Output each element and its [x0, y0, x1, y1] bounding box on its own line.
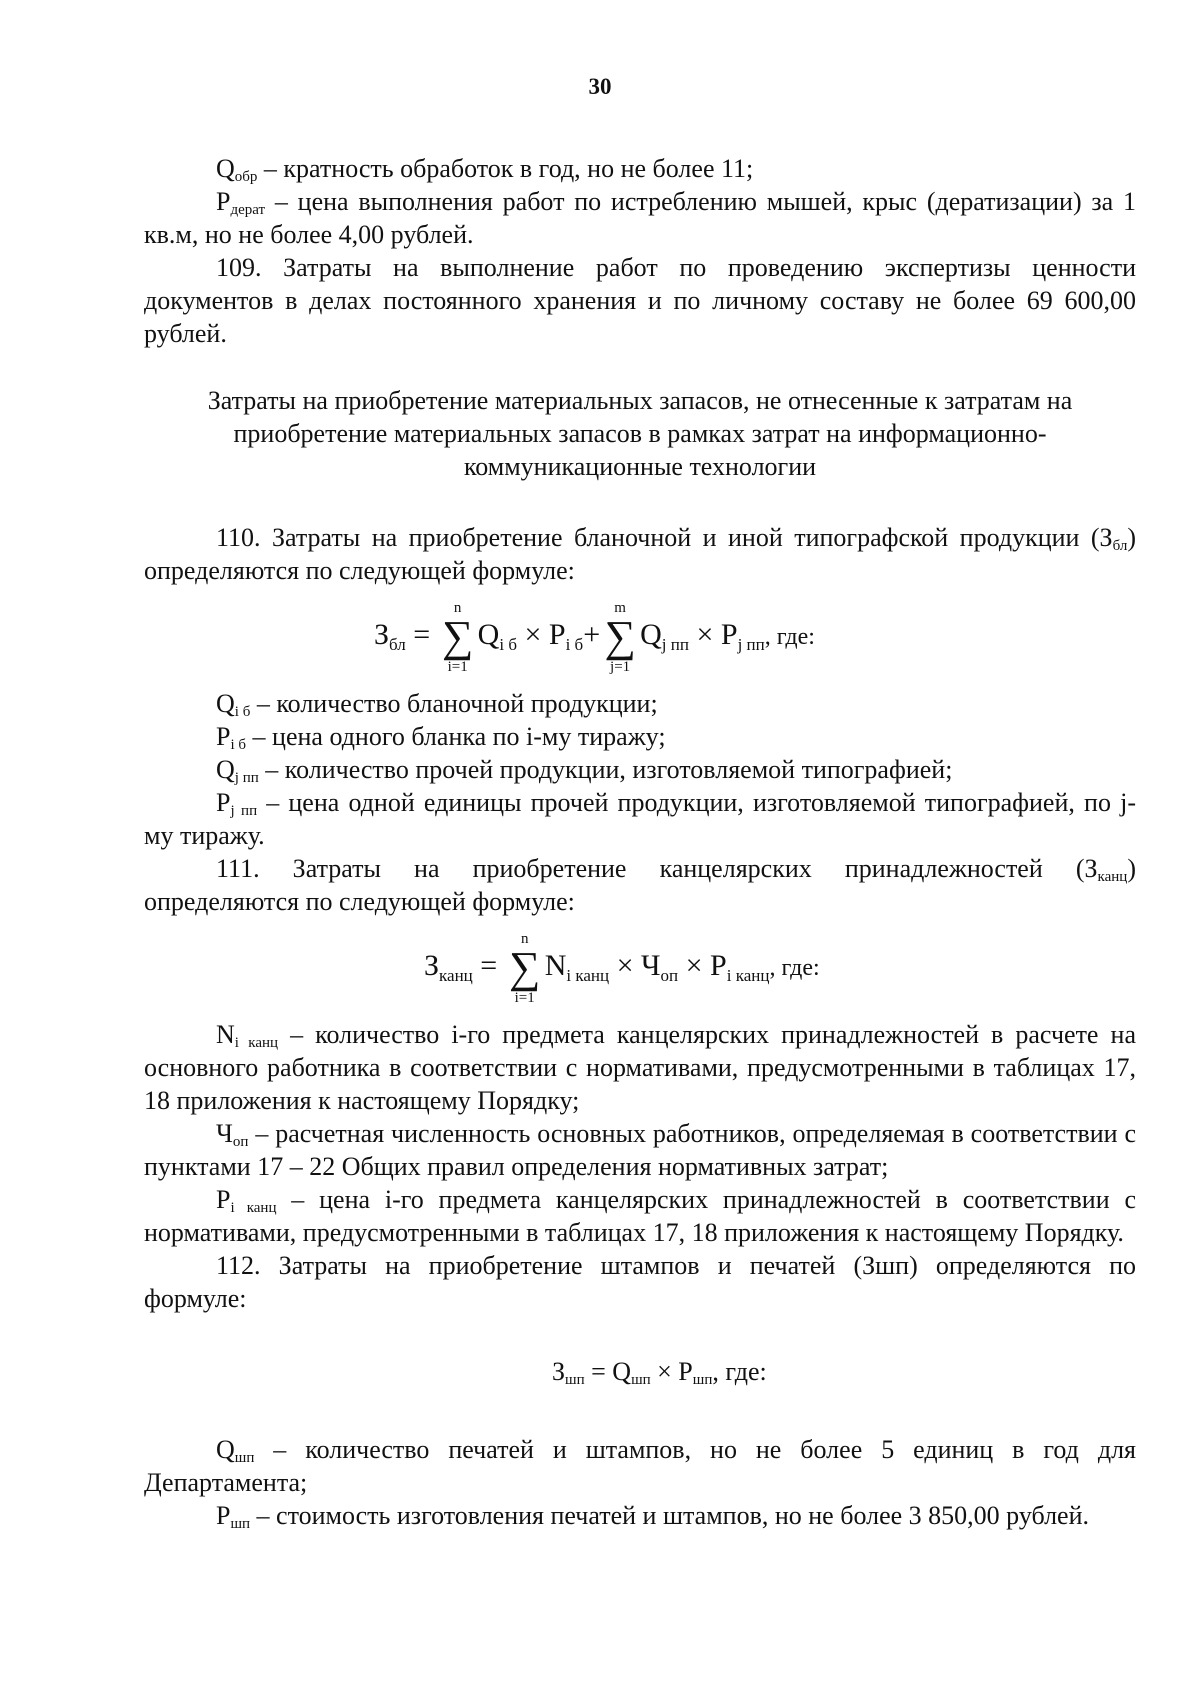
paragraph-text: 111. Затраты на приобретение канцелярских принадлежностей (З	[216, 854, 1098, 883]
definition-p-derat	[144, 185, 1136, 251]
formula-term: × P	[650, 1357, 693, 1386]
formula-subscript: канц	[439, 965, 473, 985]
symbol-subscript: i канц	[234, 1035, 279, 1051]
symbol: P	[216, 788, 231, 817]
paragraph-text: ) определяются по следующей формуле:	[144, 523, 1136, 585]
symbol: P	[216, 1501, 231, 1530]
definition-q-obr	[144, 152, 1136, 185]
symbol-subscript: бл	[1112, 538, 1128, 554]
definition-text: – кратность обработок в год, но не более 11;	[257, 154, 754, 183]
formula-subscript: бл	[389, 634, 406, 654]
definition-pi-b	[144, 720, 1136, 753]
sum-lower-limit: i=1	[514, 990, 535, 1006]
formula-term: Q	[477, 617, 500, 651]
formula-stationery-costs	[144, 918, 1136, 1018]
formula-subscript: j пп	[737, 634, 765, 654]
formula-times: ×	[685, 948, 703, 982]
formula-subscript: i б	[499, 634, 517, 654]
formula-tail: , где:	[769, 954, 820, 981]
paragraph-109: 109. Затраты на выполнение работ по проведению экспертизы ценности документов в делах постоянного хранения и по личному составу не более 69 600,00 рублей.	[144, 253, 1136, 348]
definition-text: – стоимость изготовления печатей и штампов, но не более 3 850,00 рублей.	[250, 1501, 1089, 1530]
paragraph-110	[144, 521, 1136, 587]
formula-subscript: шп	[565, 1372, 585, 1388]
formula-equals: =	[413, 617, 431, 651]
formula-times: ×	[524, 617, 542, 651]
symbol-subscript: обр	[234, 169, 258, 185]
formula-subscript: оп	[660, 965, 679, 985]
definition-p-shp	[144, 1499, 1136, 1532]
formula-subscript: i канц	[566, 965, 610, 985]
symbol-subscript: шп	[230, 1516, 251, 1532]
formula-term: N	[544, 948, 567, 982]
symbol-subscript: канц	[1097, 869, 1128, 885]
formula-subscript: j пп	[661, 634, 689, 654]
formula-plus: +	[583, 617, 601, 651]
symbol: Q	[216, 755, 235, 784]
formula-times: ×	[696, 617, 714, 651]
symbol-subscript: оп	[232, 1134, 249, 1150]
symbol-subscript: j пп	[234, 770, 259, 786]
definition-qj-pp	[144, 753, 1136, 786]
formula-term: = Q	[584, 1357, 632, 1386]
formula-tail: , где:	[764, 623, 815, 650]
formula-subscript: i канц	[726, 965, 770, 985]
section-heading: Затраты на приобретение материальных запасов, не отнесенные к затратам на приобретение материальных запасов в рамках затрат на информационно-коммуникационные технологии	[207, 386, 1073, 481]
formula-equals: =	[480, 948, 498, 982]
symbol-subscript: дерат	[230, 202, 266, 218]
symbol: N	[216, 1020, 235, 1049]
symbol-subscript: j пп	[230, 803, 258, 819]
symbol: Q	[216, 689, 235, 718]
formula-term: Ч	[641, 948, 661, 982]
definition-pi-kanc	[144, 1183, 1136, 1249]
symbol: Ч	[216, 1119, 233, 1148]
definition-pj-pp	[144, 786, 1136, 852]
symbol: Q	[216, 1435, 235, 1464]
symbol: P	[216, 722, 231, 751]
paragraph-112: 112. Затраты на приобретение штампов и печатей (Зшп) определяются по формуле:	[144, 1251, 1136, 1313]
sum-upper-limit: n	[453, 600, 462, 616]
symbol-subscript: шп	[234, 1450, 255, 1466]
sum-lower-limit: i=1	[447, 659, 468, 675]
definition-text: – цена выполнения работ по истреблению мышей, крыс (дератизации) за 1 кв.м, но не более 4,00 рублей.	[144, 187, 1136, 249]
definition-ch-op	[144, 1117, 1136, 1183]
symbol-subscript: i канц	[230, 1200, 277, 1216]
paragraph-text: ) определяются по следующей формуле:	[144, 854, 1136, 916]
symbol: P	[216, 187, 231, 216]
sum-lower-limit: j=1	[610, 659, 631, 675]
definition-text: – количество прочей продукции, изготовляемой типографией;	[258, 755, 953, 784]
definition-q-shp	[144, 1433, 1136, 1499]
formula-term: P	[710, 948, 727, 982]
definition-ni-kanc	[144, 1018, 1136, 1117]
sum-sign-icon: ∑ n i=1	[438, 615, 478, 659]
definition-text: – количество бланочной продукции;	[250, 689, 658, 718]
sum-sign-icon: ∑ m j=1	[600, 615, 640, 659]
definition-text: – количество печатей и штампов, но не более 5 единиц в год для Департамента;	[144, 1435, 1136, 1497]
definition-text: – расчетная численность основных работников, определяемая в соответствии с пунктами 17 – 22 Общих правил определения нормативных затрат;	[144, 1119, 1136, 1181]
definition-text: – количество i-го предмета канцелярских принадлежностей в расчете на основного работника в соответствии с нормативами, предусмотренными в таблицах 17, 18 приложения к настоящему Порядку;	[144, 1020, 1136, 1115]
page-number: 30	[588, 74, 612, 99]
formula-lhs: З	[374, 617, 390, 651]
symbol-subscript: i б	[230, 737, 247, 753]
formula-lhs: З	[424, 948, 440, 982]
formula-times: ×	[616, 948, 634, 982]
symbol: Q	[216, 154, 235, 183]
sum-upper-limit: n	[520, 931, 529, 947]
definition-text: – цена одной единицы прочей продукции, изготовляемой типографией, по j-му тиражу.	[144, 788, 1136, 850]
formula-term: P	[720, 617, 738, 651]
formula-lhs: З	[552, 1357, 566, 1386]
document-body	[144, 152, 1136, 1532]
formula-subscript: шп	[631, 1372, 651, 1388]
definition-text: – цена i-го предмета канцелярских принадлежностей в соответствии с нормативами, предусмотренными в таблицах 17, 18 приложения к настоящему Порядку.	[144, 1185, 1136, 1247]
sum-sign-icon: ∑ n i=1	[505, 946, 545, 990]
symbol-subscript: i б	[234, 704, 251, 720]
formula-term: P	[548, 617, 566, 651]
formula-stamps-costs	[144, 1315, 1136, 1433]
formula-subscript: шп	[692, 1372, 713, 1388]
formula-term: Q	[640, 617, 662, 651]
paragraph-text: 110. Затраты на приобретение бланочной и иной типографской продукции (З	[216, 523, 1113, 552]
sum-upper-limit: m	[614, 600, 626, 616]
paragraph-111	[144, 852, 1136, 918]
definition-text: – цена одного бланка по i-му тиражу;	[246, 722, 666, 751]
formula-subscript: i б	[565, 634, 584, 654]
definition-qi-b	[144, 687, 1136, 720]
formula-blank-costs	[144, 587, 1136, 687]
formula-tail: , где:	[712, 1357, 767, 1386]
symbol: P	[216, 1185, 231, 1214]
